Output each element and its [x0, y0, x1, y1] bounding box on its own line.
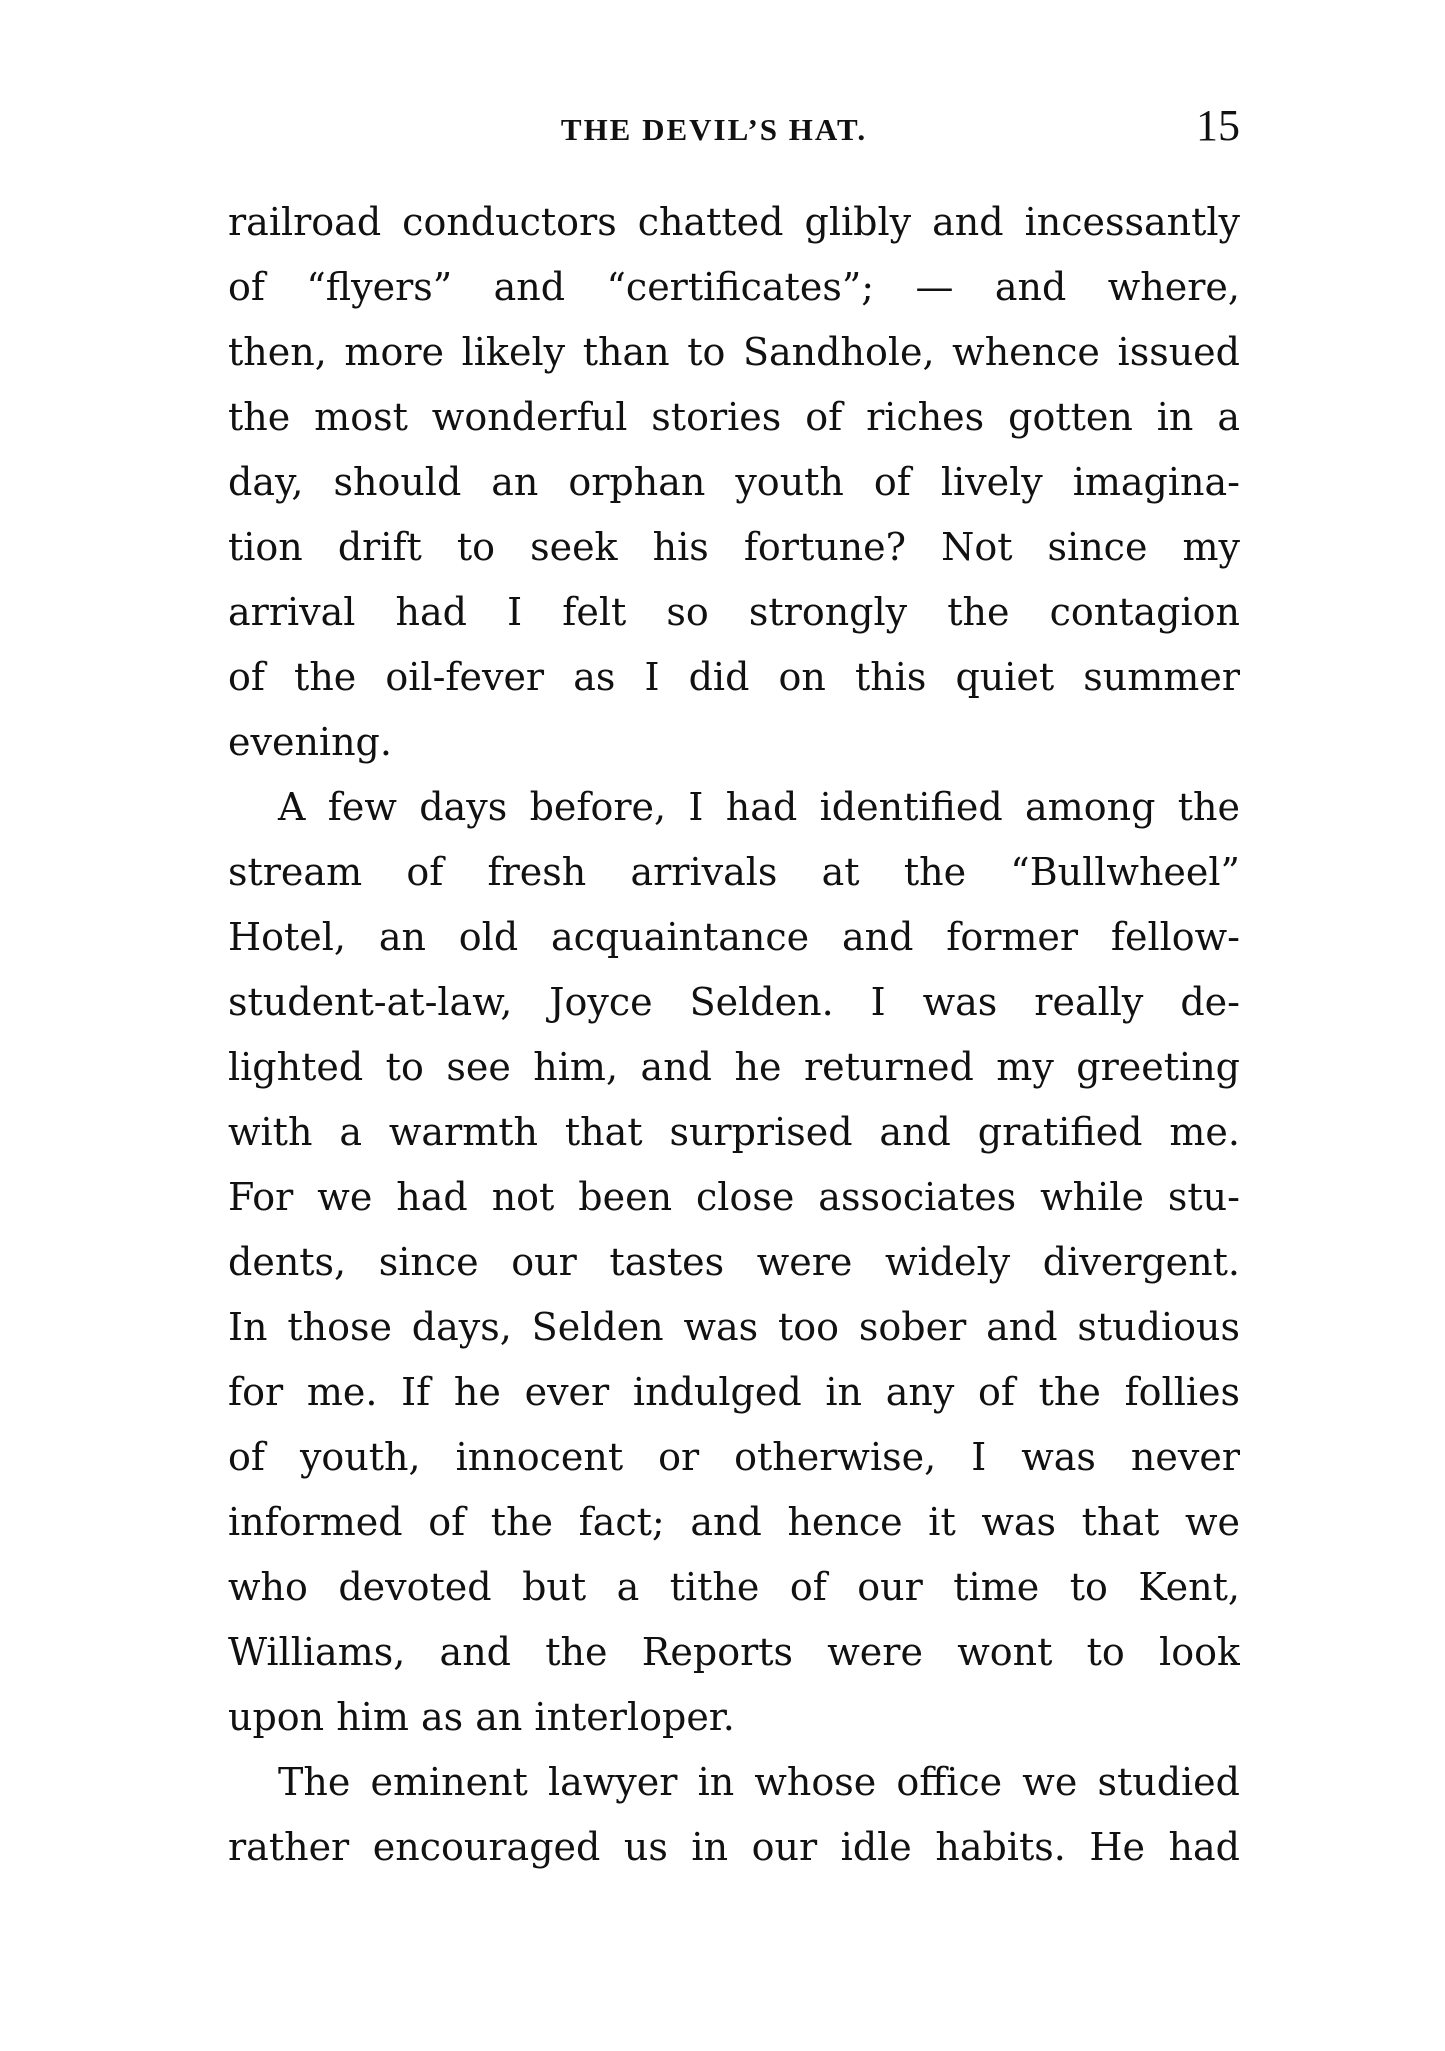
text-line: In those days, Selden was too sober and studious [228, 1305, 1240, 1349]
text-line: of the oil-fever as I did on this quiet summer [228, 655, 1240, 699]
text-line: who devoted but a tithe of our time to Kent, [228, 1565, 1240, 1609]
text-line: with a warmth that surprised and gratified me. [228, 1110, 1240, 1154]
text-line: informed of the fact; and hence it was that we [228, 1500, 1240, 1544]
text-line: student-at-law, Joyce Selden. I was really de- [228, 980, 1240, 1024]
text-line-paragraph-end: evening. [228, 720, 392, 764]
text-line-paragraph-end: upon him as an interloper. [228, 1695, 735, 1739]
text-line: stream of fresh arrivals at the “Bullwheel” [228, 850, 1240, 894]
text-line: of “flyers” and “certificates”; — and where, [228, 265, 1240, 309]
running-head [228, 98, 1240, 158]
text-line: the most wonderful stories of riches gotten in a [228, 395, 1240, 439]
text-line: Williams, and the Reports were wont to look [228, 1630, 1240, 1674]
text-line: Hotel, an old acquaintance and former fellow- [228, 915, 1240, 959]
text-line: day, should an orphan youth of lively imagina- [228, 460, 1240, 504]
text-line: railroad conductors chatted glibly and incessantly [228, 200, 1240, 244]
text-line-paragraph-start: A few days before, I had identified among the [278, 785, 1240, 829]
text-line: rather encouraged us in our idle habits. He had [228, 1825, 1240, 1869]
text-line: arrival had I felt so strongly the contagion [228, 590, 1240, 634]
body-text [228, 190, 1240, 1880]
page-number: 15 [1196, 101, 1240, 150]
running-title: THE DEVIL’S HAT. [560, 112, 868, 147]
text-line: dents, since our tastes were widely divergent. [228, 1240, 1240, 1284]
text-line: For we had not been close associates while stu- [228, 1175, 1240, 1219]
text-line: lighted to see him, and he returned my greeting [228, 1045, 1240, 1089]
text-line: tion drift to seek his fortune? Not since my [228, 525, 1240, 569]
text-line: of youth, innocent or otherwise, I was never [228, 1435, 1240, 1479]
text-line: then, more likely than to Sandhole, whence issued [228, 330, 1240, 374]
text-line: for me. If he ever indulged in any of the follies [228, 1370, 1240, 1414]
text-line-paragraph-start: The eminent lawyer in whose office we studied [278, 1760, 1240, 1804]
